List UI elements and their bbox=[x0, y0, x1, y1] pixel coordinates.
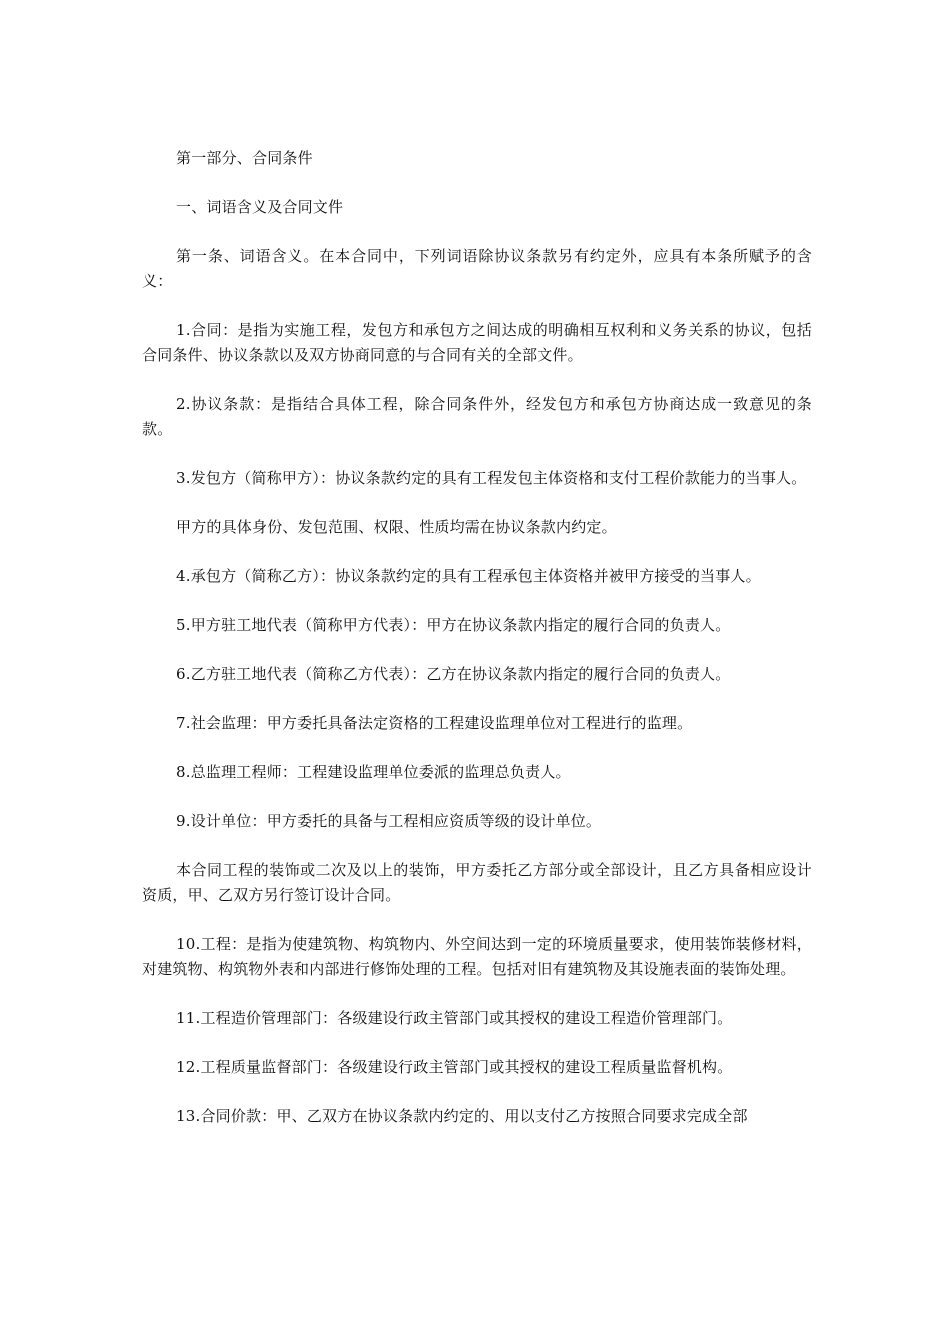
definition-contract-price: 13.合同价款：甲、乙双方在协议条款内约定的、用以支付乙方按照合同要求完成全部 bbox=[176, 1107, 748, 1125]
definition-employer: 3.发包方（简称甲方）：协议条款约定的具有工程发包主体资格和支付工程价款能力的当事人。 bbox=[176, 469, 807, 487]
definition-design-unit: 9.设计单位：甲方委托的具备与工程相应资质等级的设计单位。 bbox=[176, 812, 602, 830]
definition-chief-engineer: 8.总监理工程师：工程建设监理单位委派的监理总负责人。 bbox=[176, 763, 571, 781]
definition-contract: 1.合同：是指为实施工程，发包方和承包方之间达成的明确相互权利和义务关系的协议，包括合同条件、协议条款以及双方协商同意的与合同有关的全部文件。 bbox=[142, 321, 812, 364]
definition-cost-department: 11.工程造价管理部门：各级建设行政主管部门或其授权的建设工程造价管理部门。 bbox=[176, 1009, 733, 1027]
section-heading-terms: 一、词语含义及合同文件 bbox=[176, 198, 344, 216]
definition-agreement-terms: 2.协议条款：是指结合具体工程，除合同条件外，经发包方和承包方协商达成一致意见的条款。 bbox=[142, 395, 812, 438]
design-note-paragraph: 本合同工程的装饰或二次及以上的装饰，甲方委托乙方部分或全部设计，且乙方具备相应设计资质，甲、乙双方另行签订设计合同。 bbox=[142, 861, 812, 904]
definition-project: 10.工程：是指为使建筑物、构筑物内、外空间达到一定的环境质量要求，使用装饰装修材料，对建筑物、构筑物外表和内部进行修饰处理的工程。包括对旧有建筑物及其设施表面的装饰处理。 bbox=[142, 935, 812, 978]
definition-supervision: 7.社会监理：甲方委托具备法定资格的工程建设监理单位对工程进行的监理。 bbox=[176, 714, 693, 732]
employer-note-paragraph: 甲方的具体身份、发包范围、权限、性质均需在协议条款内约定。 bbox=[176, 518, 617, 536]
document-body bbox=[142, 146, 812, 1153]
article-one-paragraph: 第一条、词语含义。在本合同中，下列词语除协议条款另有约定外，应具有本条所赋予的含义： bbox=[142, 247, 812, 290]
definition-contractor-representative: 6.乙方驻工地代表（简称乙方代表）：乙方在协议条款内指定的履行合同的负责人。 bbox=[176, 665, 731, 683]
section-heading-part-one: 第一部分、合同条件 bbox=[176, 149, 313, 167]
definition-quality-department: 12.工程质量监督部门：各级建设行政主管部门或其授权的建设工程质量监督机构。 bbox=[176, 1058, 733, 1076]
definition-employer-representative: 5.甲方驻工地代表（简称甲方代表）：甲方在协议条款内指定的履行合同的负责人。 bbox=[176, 616, 731, 634]
definition-contractor: 4.承包方（简称乙方）：协议条款约定的具有工程承包主体资格并被甲方接受的当事人。 bbox=[176, 567, 761, 585]
